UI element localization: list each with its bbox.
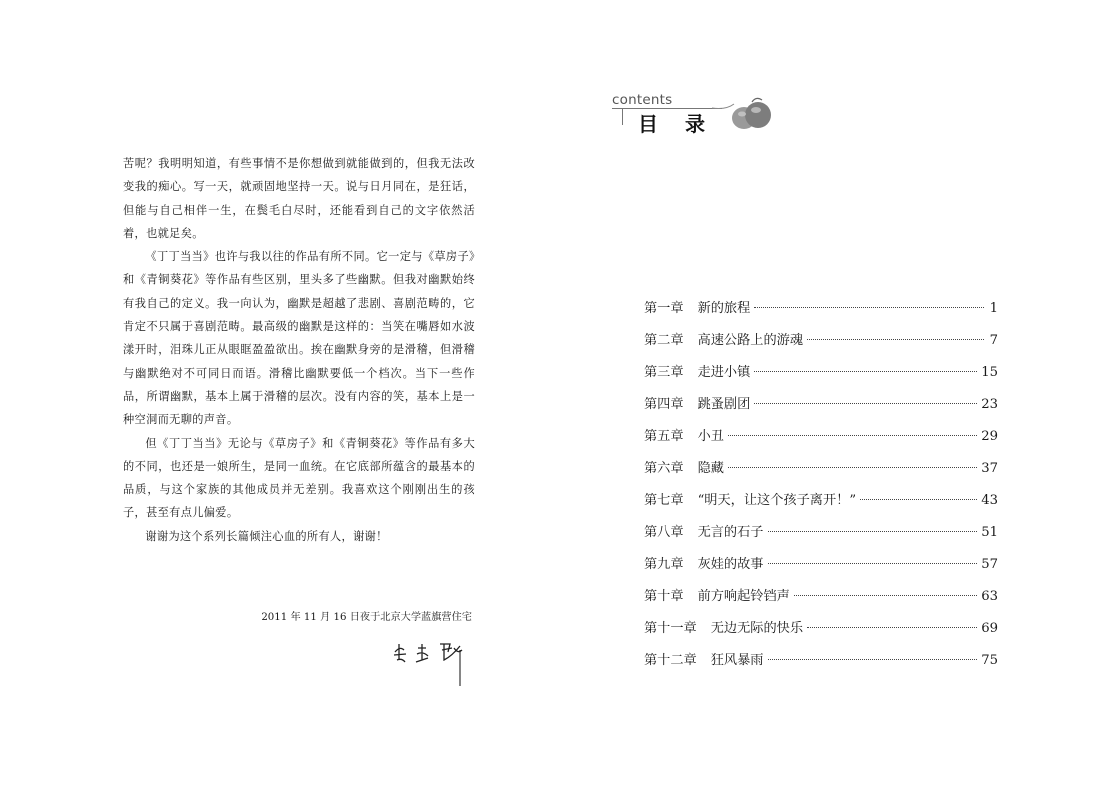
toc-entry[interactable] xyxy=(644,649,998,681)
toc-page-number: 23 xyxy=(981,397,998,412)
toc-chapter-number: 第四章 xyxy=(644,397,684,412)
toc-chapter-title: 走进小镇 xyxy=(697,365,751,380)
toc-entry[interactable] xyxy=(644,297,998,329)
table-of-contents xyxy=(644,297,998,681)
toc-entry[interactable] xyxy=(644,393,998,425)
toc-chapter-number: 第六章 xyxy=(644,461,684,476)
toc-page-number: 29 xyxy=(981,429,998,444)
toc-chapter-title: 小丑 xyxy=(697,429,724,444)
toc-chapter-title: 无边无际的快乐 xyxy=(710,621,804,636)
paragraph: 但《丁丁当当》无论与《草房子》和《青铜葵花》等作品有多大的不同，也还是一娘所生，是同一血统。在它底部所蕴含的最基本的品质，与这个家族的其他成员并无差别。我喜欢这个刚刚出生的孩子，甚至有点儿偏爱。 xyxy=(123,436,475,520)
contents-header xyxy=(612,90,772,140)
toc-leader-dots xyxy=(860,499,977,500)
right-page xyxy=(548,0,1096,786)
toc-chapter-title: 前方响起铃铛声 xyxy=(697,589,790,604)
toc-chapter-number: 第三章 xyxy=(644,365,684,380)
toc-chapter-number: 第八章 xyxy=(644,525,684,540)
toc-leader-dots xyxy=(728,435,977,436)
toc-chapter-title: 新的旅程 xyxy=(697,301,751,316)
toc-entry[interactable] xyxy=(644,585,998,617)
toc-leader-dots xyxy=(807,627,977,628)
toc-page-number: 51 xyxy=(981,525,998,540)
toc-entry[interactable] xyxy=(644,329,998,361)
toc-page-number: 1 xyxy=(989,301,998,316)
preface-body xyxy=(123,152,475,548)
toc-page-number: 69 xyxy=(981,621,998,636)
toc-leader-dots xyxy=(754,403,977,404)
toc-chapter-number: 第十一章 xyxy=(644,621,697,636)
gourd-icon xyxy=(712,96,774,134)
toc-page-number: 15 xyxy=(981,365,998,380)
toc-leader-dots xyxy=(754,307,984,308)
toc-title: 目 录 xyxy=(638,112,715,136)
toc-chapter-title: 灰娃的故事 xyxy=(697,557,764,572)
toc-leader-dots xyxy=(754,371,977,372)
toc-leader-dots xyxy=(768,563,978,564)
paragraph: 苦呢？我明明知道，有些事情不是你想做到就能做到的，但我无法改变我的痴心。写一天，就顽固地坚持一天。说与日月同在，是狂话，但能与自己相伴一生，在鬓毛白尽时，还能看到自己的文字依然活着，也就足矣。 xyxy=(123,157,475,240)
toc-leader-dots xyxy=(794,595,977,596)
toc-chapter-number: 第十二章 xyxy=(644,653,697,668)
toc-entry[interactable] xyxy=(644,521,998,553)
toc-entry[interactable] xyxy=(644,361,998,393)
toc-chapter-title: 无言的石子 xyxy=(697,525,764,540)
toc-chapter-number: 第七章 xyxy=(644,493,684,508)
toc-leader-dots xyxy=(768,531,978,532)
dateline: 2011 年 11 月 16 日夜于北京大学蓝旗营住宅 xyxy=(261,612,472,623)
author-signature xyxy=(390,638,470,688)
toc-page-number: 7 xyxy=(989,333,998,348)
toc-leader-dots xyxy=(768,659,978,660)
toc-chapter-number: 第一章 xyxy=(644,301,684,316)
toc-chapter-title: 隐藏 xyxy=(697,461,724,476)
toc-entry[interactable] xyxy=(644,425,998,457)
paragraph: 谢谢为这个系列长篇倾注心血的所有人，谢谢！ xyxy=(145,529,388,543)
toc-chapter-title: 高速公路上的游魂 xyxy=(697,333,804,348)
paragraph: 《丁丁当当》也许与我以往的作品有所不同。它一定与《草房子》和《青铜葵花》等作品有些区别，里头多了些幽默。但我对幽默始终有我自己的定义。我一向认为，幽默是超越了悲剧、喜剧范畴的，它肯定不只属于喜剧范畴。最高级的幽默是这样的：当笑在嘴唇如水波漾开时，泪珠儿正从眼眶盈盈欲出。挨在幽默身旁的是滑稽，但滑稽与幽默绝对不可同日而语。滑稽比幽默要低一个档次。当下一些作品，所谓幽默，基本上属于滑稽的层次。没有内容的笑，基本上是一种空洞而无聊的声音。 xyxy=(123,250,475,427)
toc-chapter-number: 第九章 xyxy=(644,557,684,572)
toc-leader-dots xyxy=(807,339,984,340)
toc-chapter-title: 狂风暴雨 xyxy=(710,653,764,668)
toc-chapter-number: 第二章 xyxy=(644,333,684,348)
toc-page-number: 43 xyxy=(981,493,998,508)
toc-chapter-number: 第十章 xyxy=(644,589,684,604)
toc-page-number: 63 xyxy=(981,589,998,604)
toc-chapter-number: 第五章 xyxy=(644,429,684,444)
toc-entry[interactable] xyxy=(644,457,998,489)
toc-entry[interactable] xyxy=(644,617,998,649)
toc-leader-dots xyxy=(728,467,977,468)
header-bracket xyxy=(622,109,623,125)
toc-page-number: 37 xyxy=(981,461,998,476)
toc-entry[interactable] xyxy=(644,553,998,585)
toc-page-number: 57 xyxy=(981,557,998,572)
toc-chapter-title: “明天，让这个孩子离开！” xyxy=(697,493,857,508)
toc-page-number: 75 xyxy=(981,653,998,668)
toc-entry[interactable] xyxy=(644,489,998,521)
contents-label: contents xyxy=(612,92,673,108)
toc-chapter-title: 跳蚤剧团 xyxy=(697,397,751,412)
